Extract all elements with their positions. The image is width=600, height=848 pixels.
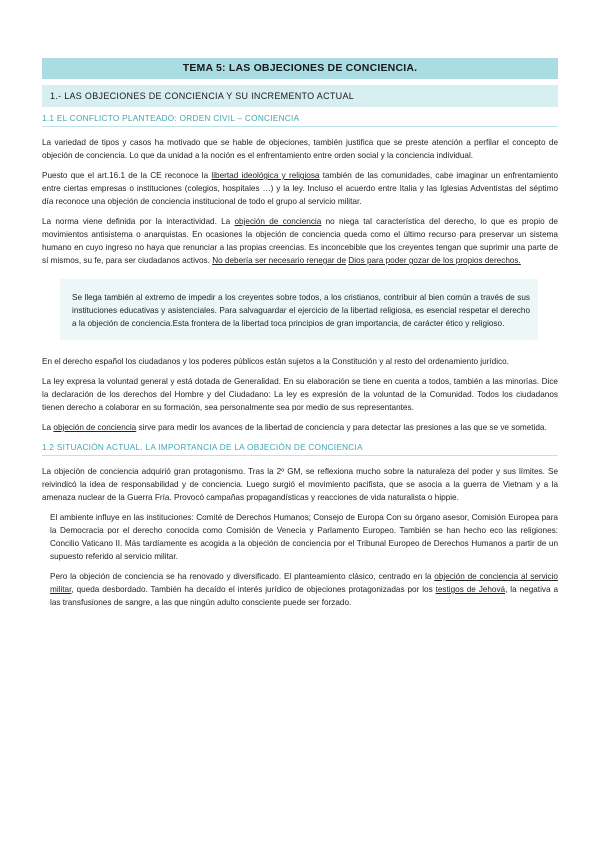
underlined-text: No debería ser necesario renegar de <box>212 256 347 265</box>
paragraph: La variedad de tipos y casos ha motivado que se hable de objeciones, también justifica que se preste atención a perfilar el concepto de objeción de conciencia. Lo que da unidad a la noción es el enfrentamiento entre orden social y la conciencia individual. <box>42 138 558 160</box>
underlined-text: Dios para poder gozar de los propios derechos. <box>348 256 521 265</box>
text-run: sirve para medir los avances de la libertad de conciencia y para detectar las presiones a las que se ve sometida. <box>136 423 547 432</box>
page-title: TEMA 5: LAS OBJECIONES DE CONCIENCIA. <box>42 58 558 79</box>
paragraph: En el derecho español los ciudadanos y los poderes públicos están sujetos a la Constitución y al resto del ordenamiento jurídico. <box>42 357 509 366</box>
text-run: , la negativa a las transfusiones de sangre, a las que ningún adulto consciente puede ser forzado. <box>50 585 558 607</box>
underlined-text: objeción de conciencia <box>53 423 137 432</box>
paragraph: El ambiente influye en las instituciones: Comité de Derechos Humanos; Consejo de Europa Con su órgano asesor, Comisión Europea para la Democracia por el derecho conocida como Comisión de Venecia y Parlamento Europeo. También se han hecho eco las religiones: Concilio Vaticano II. Más tardíamente es acogida a la objeción de conciencia por el Tribunal Europeo de Derechos Humanos a partir de un supuesto referido al servicio militar. <box>50 513 558 561</box>
text-run: La <box>42 423 54 432</box>
text-run: La norma viene definida por la interactividad. La <box>42 217 235 226</box>
underlined-text: libertad ideológica y religiosa <box>211 171 320 180</box>
text-run: no niega tal característica del derecho, lo que es propio de movimientos antisistema o anarquistas. En ocasiones la objeción de conciencia queda como el último recurso para preservar un sistema humano en cuyo ingreso no haya que renunciar a las propias creencias. Es inconcebible que los creyentes tengan que suprimir una parte de sí mismos, su fe, para ser ciudadanos activos. <box>42 217 558 265</box>
quote-text: Se llega también al extremo de impedir a los creyentes sobre todos, a los cristianos, contribuir al bien común a través de sus instituciones educativas y asistenciales. Para salvaguardar el ejercicio de la libertad religiosa, es esencial respetar el derecho a la objeción de conciencia.Esta frontera de la libertad toca principios de gran importancia, de carácter ético y religioso. <box>72 293 530 328</box>
paragraph <box>42 169 558 208</box>
paragraph: La ley expresa la voluntad general y está dotada de Generalidad. En su elaboración se tiene en cuenta a todos, también a las minorías. Dice la declaración de los derechos del Hombre y del Ciudadano: La ley es expresión de la voluntad de la Comunidad. Todos los ciudadanos tienen derecho a colaborar en su formación, sea personalmente sea por medio de sus representantes. <box>42 377 558 412</box>
document-content <box>42 58 558 609</box>
underlined-text: testigos de Jehová <box>435 585 506 594</box>
paragraph <box>42 570 558 609</box>
text-run: , queda desbordado. También ha decaído el interés jurídico de objeciones protagonizadas por los <box>71 585 436 594</box>
paragraph: La objeción de conciencia adquirió gran protagonismo. Tras la 2º GM, se reflexiona mucho sobre la naturaleza del poder y sus límites. Se reivindicó la idea de responsabilidad y de conciencia. Luego surgió el movimiento pacifista, que se asocia a la guerra de Vietnam y a la amenaza nuclear de la Guerra Fría. Provocó campañas propagandísticas y reacciones de vida naturalista o hippie. <box>42 467 558 502</box>
quote-block <box>60 279 538 340</box>
text-run: también de las comunidades, cabe imaginar un enfrentamiento entre ciertas empresas o instituciones (colegios, hospitales …) y la ley. Incluso el acuerdo entre Italia y las Iglesias Adventistas del séptimo día reconoce una objeción de conciencia institucional de todo el grupo al servicio militar. <box>42 171 559 206</box>
text-run: Pero la objeción de conciencia se ha renovado y diversificado. El planteamiento clásico, centrado en la <box>50 572 435 581</box>
section-heading-1-1: 1.1 EL CONFLICTO PLANTEADO: ORDEN CIVIL – CONCIENCIA <box>42 114 558 127</box>
underlined-text: objeción de conciencia al servicio militar <box>50 572 558 594</box>
text-run: Puesto que el art.16.1 de la CE reconoce la <box>42 171 212 180</box>
section-heading-1-2: 1.2 SITUACIÓN ACTUAL. LA IMPORTANCIA DE LA OBJECIÓN DE CONCIENCIA <box>42 443 558 456</box>
underlined-text: objeción de conciencia <box>234 217 322 226</box>
paragraph <box>42 215 558 267</box>
chapter-heading: 1.- LAS OBJECIONES DE CONCIENCIA Y SU INCREMENTO ACTUAL <box>42 85 558 107</box>
paragraph <box>42 421 558 434</box>
